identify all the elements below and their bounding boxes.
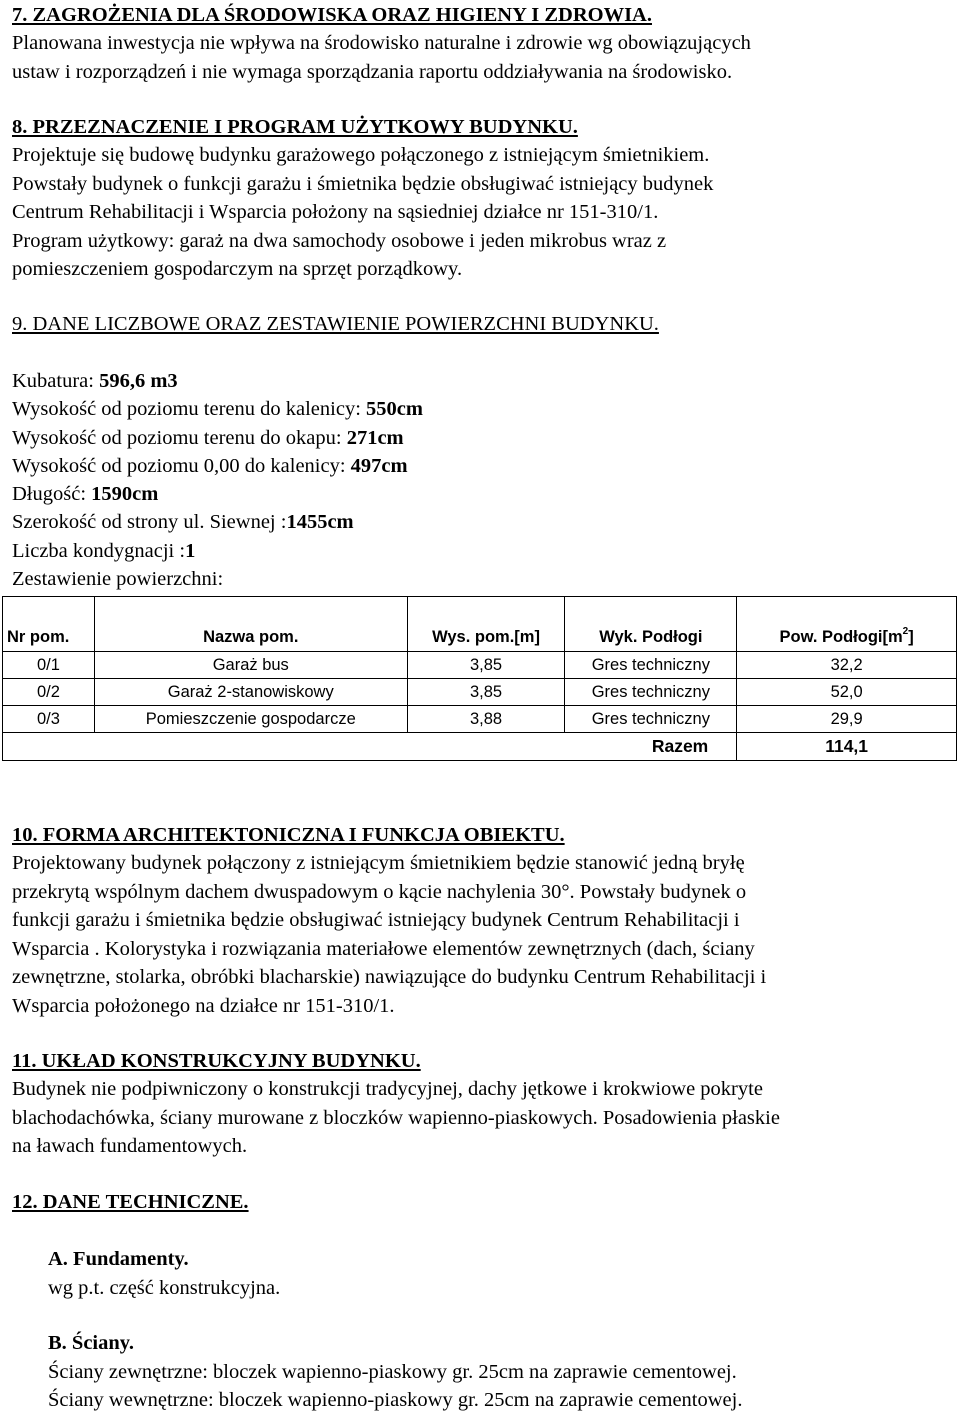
column-header: Nr pom. xyxy=(3,597,95,652)
subsection-b-title: B. Ściany. xyxy=(48,1332,135,1354)
paragraph-line: Projektowany budynek połączony z istniejącym śmietnikiem będzie stanowić jedną bryłę xyxy=(12,852,745,874)
table-cell: 29,9 xyxy=(737,706,957,733)
table-cell: 0/1 xyxy=(3,652,95,679)
column-header: Wyk. Podłogi xyxy=(565,597,737,652)
column-header: Nazwa pom. xyxy=(94,597,407,652)
param-cubature: Kubatura: 596,6 m3 xyxy=(12,370,178,392)
paragraph-line: Powstały budynek o funkcji garażu i śmietnika będzie obsługiwać istniejący budynek xyxy=(12,172,714,195)
param-width: Szerokość od strony ul. Siewnej :1455cm xyxy=(12,511,354,534)
table-total-label: Razem xyxy=(565,733,737,761)
paragraph-line: Ściany zewnętrzne: bloczek wapienno-piaskowy gr. 25cm na zaprawie cementowej. xyxy=(48,1360,737,1383)
section-8 xyxy=(12,113,713,284)
section-8-heading: 8. PRZEZNACZENIE I PROGRAM UŻYTKOWY BUDYNKU. xyxy=(12,116,578,138)
paragraph-line: blachodachówka, ściany murowane z bloczków wapienno-piaskowych. Posadowienia płaskie xyxy=(12,1106,780,1129)
subsection-a xyxy=(48,1245,280,1302)
section-9-heading: 9. DANE LICZBOWE ORAZ ZESTAWIENIE POWIERZCHNI BUDYNKU. xyxy=(12,313,659,335)
table-cell: Pomieszczenie gospodarcze xyxy=(94,706,407,733)
paragraph-line: pomieszczeniem gospodarczym na sprzęt porządkowy. xyxy=(12,258,463,280)
param-eaves-height: Wysokość od poziomu terenu do okapu: 271cm xyxy=(12,426,404,449)
paragraph-line: funkcji garażu i śmietnika będzie obsługiwać istniejący budynek Centrum Rehabilitacji i xyxy=(12,909,740,931)
table-row xyxy=(3,706,957,733)
section-12-heading: 12. DANE TECHNICZNE. xyxy=(12,1191,249,1213)
table-cell: Gres techniczny xyxy=(565,679,737,706)
table-cell: 52,0 xyxy=(737,679,957,706)
building-parameters xyxy=(12,367,423,593)
paragraph-line: Centrum Rehabilitacji i Wsparcia położony na sąsiedniej działce nr 151-310/1. xyxy=(12,201,659,223)
paragraph-line: Program użytkowy: garaż na dwa samochody osobowe i jeden mikrobus wraz z xyxy=(12,229,667,252)
table-total-row xyxy=(3,733,957,761)
table-cell: Gres techniczny xyxy=(565,706,737,733)
subsection-a-title: A. Fundamenty. xyxy=(48,1248,189,1270)
paragraph-line: Wsparcia położonego na działce nr 151-310/1. xyxy=(12,994,395,1017)
paragraph-line: Budynek nie podpiwniczony o konstrukcji tradycyjnej, dachy jętkowe i krokwiowe pokryte xyxy=(12,1078,763,1100)
table-row xyxy=(3,679,957,706)
section-7 xyxy=(12,1,751,86)
section-7-heading: 7. ZAGROŻENIA DLA ŚRODOWISKA ORAZ HIGIENY I ZDROWIA. xyxy=(12,4,652,26)
table-cell: Gres techniczny xyxy=(565,652,737,679)
paragraph-line: Ściany wewnętrzne: bloczek wapienno-piaskowy gr. 25cm na zaprawie cementowej. xyxy=(48,1389,743,1411)
section-9 xyxy=(12,310,659,339)
table-total-spacer xyxy=(3,733,565,761)
section-10 xyxy=(12,821,766,1020)
column-header: Wys. pom.[m] xyxy=(407,597,565,652)
table-cell: 0/3 xyxy=(3,706,95,733)
table-cell: 3,85 xyxy=(407,679,565,706)
paragraph-line: ustaw i rozporządzeń i nie wymaga sporządzania raportu oddziaływania na środowisko. xyxy=(12,60,733,83)
section-11 xyxy=(12,1047,780,1161)
area-table xyxy=(2,596,957,761)
paragraph-line: wg p.t. część konstrukcyjna. xyxy=(48,1276,281,1299)
column-header: Pow. $Podłogi[m^2]$ xyxy=(737,597,957,652)
area-summary-label: Zestawienie powierzchni: xyxy=(12,568,224,591)
param-length: Długość: 1590cm xyxy=(12,483,159,506)
paragraph-line: zewnętrzne, stolarka, obróbki blacharskie) nawiązujące do budynku Centrum Rehabilitacji i xyxy=(12,966,767,988)
table-cell: 32,2 xyxy=(737,652,957,679)
paragraph-line: Planowana inwestycja nie wpływa na środowisko naturalne i zdrowie wg obowiązujących xyxy=(12,32,751,54)
param-ridge-height-zero: Wysokość od poziomu 0,00 do kalenicy: 497cm xyxy=(12,454,408,477)
subsection-b xyxy=(48,1329,742,1415)
section-12 xyxy=(12,1188,249,1216)
table-cell: 0/2 xyxy=(3,679,95,706)
paragraph-line: Projektuje się budowę budynku garażowego połączonego z istniejącym śmietnikiem. xyxy=(12,144,710,166)
param-storeys: Liczba kondygnacji :1 xyxy=(12,539,196,562)
section-10-heading: 10. FORMA ARCHITEKTONICZNA I FUNKCJA OBIEKTU. xyxy=(12,824,565,846)
table-cell: 3,88 xyxy=(407,706,565,733)
paragraph-line: na ławach fundamentowych. xyxy=(12,1135,248,1157)
table-cell: 3,85 xyxy=(407,652,565,679)
param-ridge-height: Wysokość od poziomu terenu do kalenicy: 550cm xyxy=(12,398,423,421)
table-total-value: 114,1 xyxy=(737,733,957,761)
table-row xyxy=(3,652,957,679)
section-11-heading: 11. UKŁAD KONSTRUKCYJNY BUDYNKU. xyxy=(12,1050,421,1072)
table-header-row xyxy=(3,597,957,652)
paragraph-line: przekrytą wspólnym dachem dwuspadowym o kącie nachylenia 30°. Powstały budynek o xyxy=(12,880,747,903)
table-cell: Garaż bus xyxy=(94,652,407,679)
table-cell: Garaż 2-stanowiskowy xyxy=(94,679,407,706)
paragraph-line: Wsparcia . Kolorystyka i rozwiązania materiałowe elementów zewnętrznych (dach, ściany xyxy=(12,937,755,960)
